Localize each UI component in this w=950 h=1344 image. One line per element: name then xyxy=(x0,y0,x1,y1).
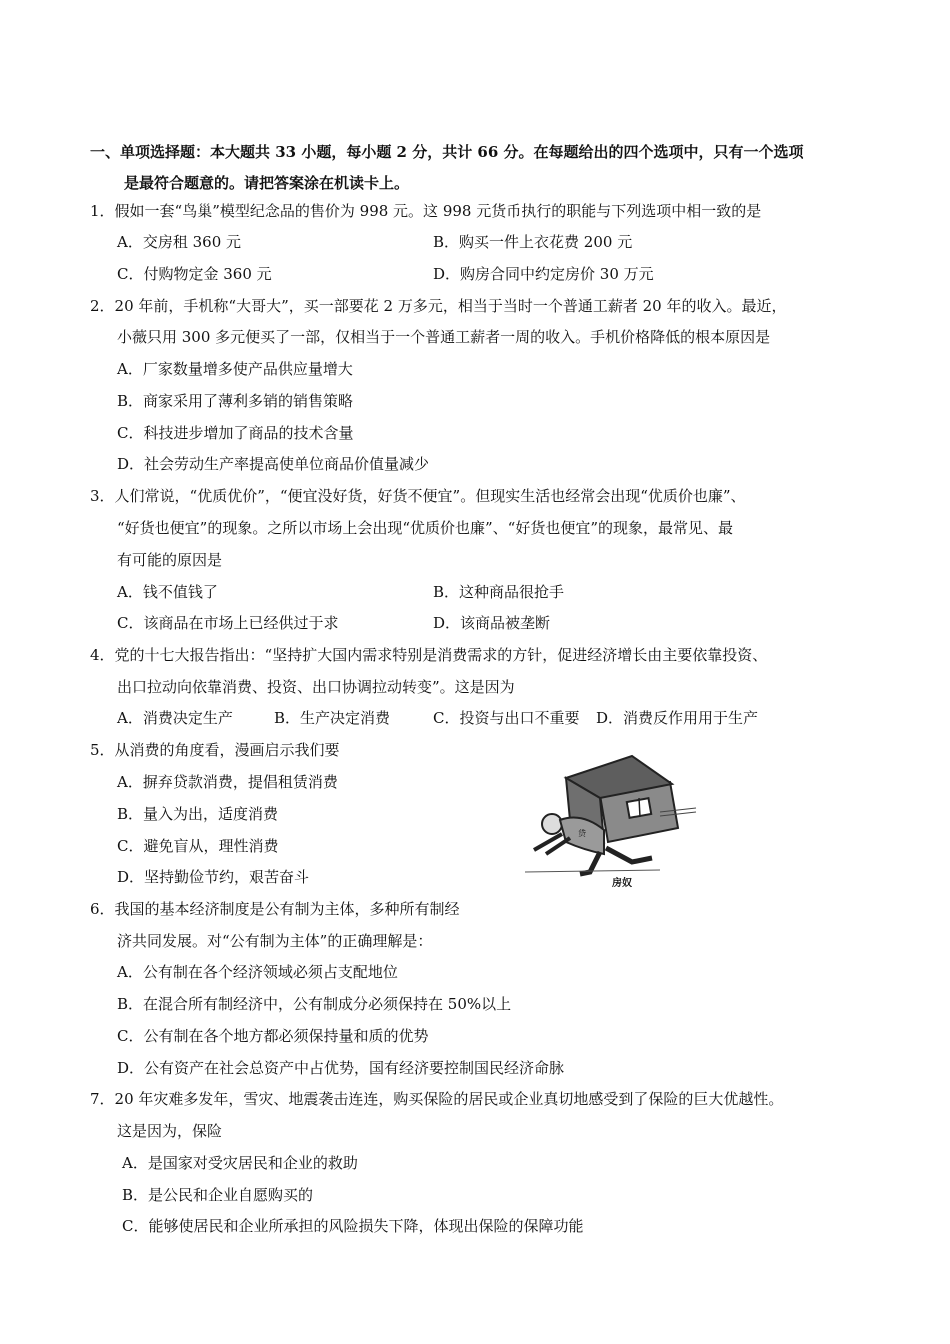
q6-option-c: C．公有制在各个地方都必须保持量和质的优势 xyxy=(117,1027,429,1045)
q7-option-b: B．是公民和企业自愿购买的 xyxy=(122,1186,314,1204)
q7-option-a: A．是国家对受灾居民和企业的救助 xyxy=(122,1154,358,1172)
house-slave-cartoon xyxy=(520,750,700,890)
q1-option-d: D．购房合同中约定房价 30 万元 xyxy=(433,265,654,283)
q2-stem-line1: 2．20 年前，手机称“大哥大”，买一部要花 2 万多元，相当于当时一个普通工薪者 20 年的收入。最近， xyxy=(90,297,787,315)
q3-option-d: D．该商品被垄断 xyxy=(433,614,551,632)
q7-stem-line1: 7．20 年灾难多发年，雪灾、地震袭击连连，购买保险的居民或企业真切地感受到了保险的巨大优越性。 xyxy=(90,1090,784,1108)
q5-option-a: A．摒弃贷款消费，提倡租赁消费 xyxy=(117,773,338,791)
q3-stem-line1: 3．人们常说，“优质优价”，“便宜没好货，好货不便宜”。但现实生活也经常会出现“优质价也廉”、 xyxy=(90,487,746,505)
q1-stem: 1．假如一套“鸟巢”模型纪念品的售价为 998 元。这 998 元货币执行的职能与下列选项中相一致的是 xyxy=(90,202,762,220)
q3-option-c: C．该商品在市场上已经供过于求 xyxy=(117,614,339,632)
q2-option-a: A．厂家数量增多使产品供应量增大 xyxy=(117,360,353,378)
q6-stem-line2: 济共同发展。对“公有制为主体”的正确理解是： xyxy=(117,932,433,950)
q4-option-a: A．消费决定生产 xyxy=(117,709,233,727)
q2-option-b: B．商家采用了薄利多销的销售策略 xyxy=(117,392,354,410)
q5-option-b: B．量入为出，适度消费 xyxy=(117,805,279,823)
q6-option-b: B．在混合所有制经济中，公有制成分必须保持在 50%以上 xyxy=(117,995,512,1013)
q4-stem-line2: 出口拉动向依靠消费、投资、出口协调拉动转变”。这是因为 xyxy=(117,678,515,696)
q2-stem-line2: 小薇只用 300 多元便买了一部，仅相当于一个普通工薪者一周的收入。手机价格降低的根本原因是 xyxy=(117,328,771,346)
q5-option-d: D．坚持勤俭节约，艰苦奋斗 xyxy=(117,868,310,886)
q3-stem-line3: 有可能的原因是 xyxy=(117,551,223,569)
q2-option-d: D．社会劳动生产率提高使单位商品价值量减少 xyxy=(117,455,430,473)
q4-option-b: B．生产决定消费 xyxy=(274,709,391,727)
q4-option-d: D．消费反作用用于生产 xyxy=(596,709,759,727)
q1-option-b: B．购买一件上衣花费 200 元 xyxy=(433,233,633,251)
q5-option-c: C．避免盲从，理性消费 xyxy=(117,837,279,855)
q6-option-d: D．公有资产在社会总资产中占优势，国有经济要控制国民经济命脉 xyxy=(117,1059,565,1077)
q1-option-a: A．交房租 360 元 xyxy=(117,233,241,251)
section-header-line1: 一、单项选择题：本大题共 33 小题，每小题 2 分，共计 66 分。在每题给出的四个选项中，只有一个选项 xyxy=(90,143,804,161)
q2-option-c: C．科技进步增加了商品的技术含量 xyxy=(117,424,354,442)
cartoon-caption: 房奴 xyxy=(612,878,632,889)
q6-option-a: A．公有制在各个经济领域必须占支配地位 xyxy=(117,963,398,981)
cartoon-loan-label: 贷 xyxy=(578,829,586,838)
q4-stem-line1: 4．党的十七大报告指出：“坚持扩大国内需求特别是消费需求的方针，促进经济增长由主要依靠投资、 xyxy=(90,646,768,664)
q3-option-b: B．这种商品很抢手 xyxy=(433,583,565,601)
q4-option-c: C．投资与出口不重要 xyxy=(433,709,580,727)
q1-option-c: C．付购物定金 360 元 xyxy=(117,265,272,283)
section-header xyxy=(90,137,870,199)
q6-stem-line1: 6．我国的基本经济制度是公有制为主体，多种所有制经 xyxy=(90,900,460,918)
q5-stem: 5．从消费的角度看，漫画启示我们要 xyxy=(90,741,340,759)
q3-stem-line2: “好货也便宜”的现象。之所以市场上会出现“优质价也廉”、“好货也便宜”的现象，最常见、最 xyxy=(117,519,734,537)
q7-option-c: C．能够使居民和企业所承担的风险损失下降，体现出保险的保障功能 xyxy=(122,1217,584,1235)
q3-option-a: A．钱不值钱了 xyxy=(117,583,218,601)
section-header-line2: 是最符合题意的。请把答案涂在机读卡上。 xyxy=(124,174,410,192)
q7-stem-line2: 这是因为，保险 xyxy=(117,1122,223,1140)
